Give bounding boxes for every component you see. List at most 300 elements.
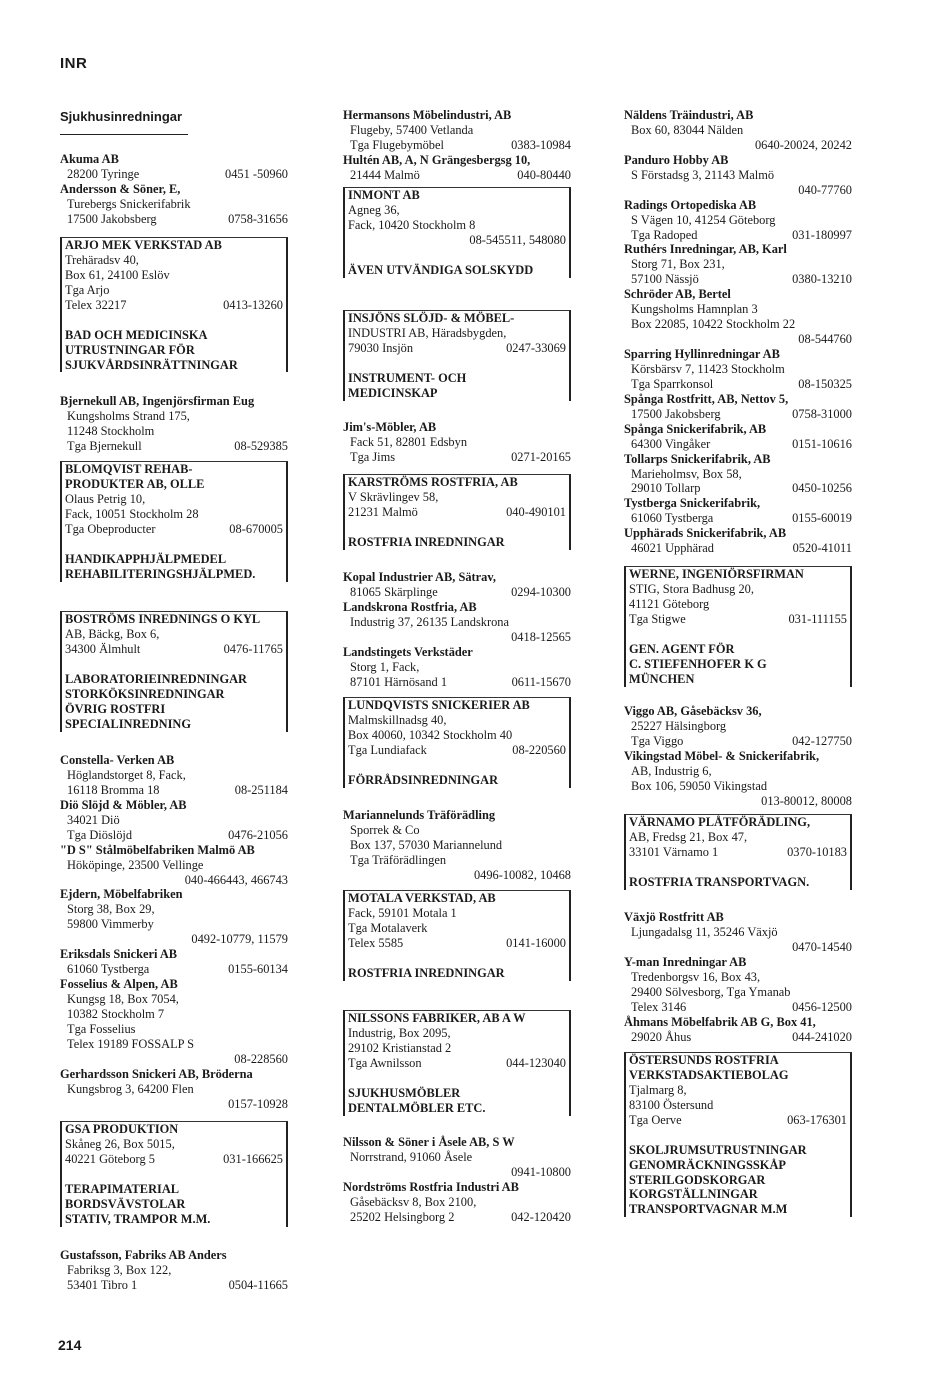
listing-line: Storg 38, Box 29,: [67, 902, 155, 917]
listing-line: [348, 520, 566, 535]
company-name: Ruthérs Inredningar, AB, Karl: [624, 242, 787, 257]
boxed-listing: [343, 474, 571, 550]
phone-number: 0151-10616: [792, 436, 852, 451]
phone-number: 0451 -50960: [225, 166, 288, 181]
address-text: 79030 Insjön: [348, 340, 414, 355]
company-name: Mariannelunds Träförädling: [343, 808, 496, 822]
company-name: BAD OCH MEDICINSKA: [65, 327, 208, 342]
company-name: Tystberga Snickerifabrik,: [624, 496, 761, 511]
listing-line: Körsbärsv 7, 11423 Stockholm: [631, 361, 785, 376]
phone-number: 0456-12500: [792, 999, 852, 1014]
listing-group: [624, 910, 852, 1044]
listing-line: 10382 Stockholm 7: [67, 1006, 165, 1021]
address-text: 33101 Värnamo 1: [629, 844, 719, 859]
boxed-listing: [60, 1121, 288, 1227]
boxed-listing: [624, 1052, 852, 1217]
address-phone-line: [629, 612, 847, 627]
address-text: 17500 Jakobsberg: [631, 406, 721, 421]
phone-number: 08-545511, 548080: [469, 232, 566, 247]
company-name: GEN. AGENT FÖR: [629, 641, 735, 656]
address-phone-line: [624, 1030, 852, 1045]
company-name: SJUKHUSMÖBLER: [348, 1085, 461, 1100]
address-phone-line: [60, 783, 288, 798]
listing-line: Flugeby, 57400 Vetlanda: [350, 122, 474, 137]
company-name: ROSTFRIA INREDNINGAR: [348, 534, 505, 549]
company-name: Landskrona Rostfria, AB: [343, 599, 477, 614]
address-phone-line: [624, 734, 852, 749]
phone-number: 0758-31000: [792, 406, 852, 421]
company-name: Ejdern, Möbelfabriken: [60, 887, 183, 902]
address-phone-line: [65, 642, 283, 657]
address-phone-line: [343, 675, 571, 690]
address-text: Tga Radoped: [631, 227, 698, 242]
company-name: Näldens Träindustri, AB: [624, 108, 754, 122]
listing-line: Kungsg 18, Box 7054,: [67, 992, 179, 1006]
listing-line: Storg 1, Fack,: [350, 659, 420, 674]
address-text: Telex 5585: [348, 935, 404, 950]
listing-line: [629, 860, 847, 875]
phone-number: 0492-10779, 11579: [191, 932, 288, 947]
phone-number: 0157-10928: [228, 1096, 288, 1111]
phone-number: 013-80012, 80008: [761, 793, 852, 808]
company-name: REHABILITERINGSHJÄLPMED.: [65, 566, 256, 581]
listing-group: [60, 1248, 288, 1293]
listing-line: Gåsebäcksv 8, Box 2100,: [350, 1194, 477, 1209]
company-name: Tollarps Snickerifabrik, AB: [624, 451, 771, 466]
listing-line: 34021 Diö: [67, 812, 120, 827]
company-name: MÜNCHEN: [629, 671, 695, 686]
phone-number: 040-77760: [798, 182, 852, 197]
listing-line: [348, 248, 566, 263]
listing-group: [343, 570, 571, 690]
listing-line: Turebergs Snickerifabrik: [67, 196, 191, 211]
address-text: 34300 Älmhult: [65, 641, 141, 656]
boxed-listing: [60, 611, 288, 732]
company-name: ÖSTERSUNDS ROSTFRIA: [629, 1053, 779, 1067]
listing-line: 41121 Göteborg: [629, 596, 710, 611]
listing-line: INDUSTRI AB, Häradsbygden,: [348, 325, 507, 340]
address-phone-line: [60, 828, 288, 843]
boxed-listing: [60, 461, 288, 582]
section-title: Sjukhusinredningar: [60, 108, 188, 135]
listing-line: STIG, Stora Badhusg 20,: [629, 581, 754, 596]
company-name: Bjernekull AB, Ingenjörsfirman Eug: [60, 394, 255, 408]
phone-number: 08-529385: [234, 438, 288, 453]
listing-group: [343, 108, 571, 183]
listing-line: 29400 Sölvesborg, Tga Ymanab: [631, 984, 791, 999]
boxed-listing: [60, 237, 288, 372]
phone-number: 0383-10984: [511, 137, 571, 152]
address-phone-line: [348, 1056, 566, 1071]
address-text: Telex 3146: [631, 999, 687, 1014]
phone-number: 0418-12565: [511, 629, 571, 644]
company-name: Sparring Hyllinredningar AB: [624, 347, 780, 361]
phone-number: 063-176301: [787, 1112, 847, 1127]
company-name: Spånga Rostfritt, AB, Nettov 5,: [624, 391, 789, 406]
listing-line: S Förstadsg 3, 21143 Malmö: [631, 167, 775, 182]
address-text: 21444 Malmö: [350, 167, 420, 182]
company-name: SKOLJRUMSUTRUSTNINGAR: [629, 1142, 807, 1157]
listing-line: Box 61, 24100 Eslöv: [65, 267, 170, 282]
company-name: Schröder AB, Bertel: [624, 287, 731, 302]
address-phone-line: [343, 168, 571, 183]
address-text: Tga Oerve: [629, 1112, 682, 1127]
listing-line: Fabriksg 3, Box 122,: [67, 1262, 172, 1277]
address-text: 64300 Vingåker: [631, 436, 711, 451]
company-name: Y-man Inredningar AB: [624, 954, 747, 969]
company-name: Nordströms Rostfria Industri AB: [343, 1179, 519, 1194]
listing-line: Kungsholms Hamnplan 3: [631, 302, 758, 317]
phone-number: 0370-10183: [787, 844, 847, 859]
listing-line: Ljungadalsg 11, 35246 Växjö: [631, 924, 778, 939]
address-phone-line: [624, 272, 852, 287]
listing-line: Telex 19189 FOSSALP S: [67, 1036, 195, 1051]
company-name: Fosselius & Alpen, AB: [60, 977, 178, 992]
company-name: Hultén AB, A, N Grängesbergsg 10,: [343, 152, 531, 167]
listing-group: [60, 753, 288, 1112]
phone-number: 0520-41011: [792, 541, 852, 556]
listing-line: Trehäradsv 40,: [65, 252, 139, 267]
page-header: INR: [60, 55, 88, 72]
listing-line: Box 60, 83044 Nälden: [631, 122, 744, 137]
listing-line: Höglandstorget 8, Fack,: [67, 767, 186, 782]
address-text: 57100 Nässjö: [631, 272, 699, 287]
listing-line: Sporrek & Co: [350, 822, 420, 837]
company-name: LABORATORIEINREDNINGAR: [65, 671, 247, 686]
company-name: Nilsson & Söner i Åsele AB, S W: [343, 1135, 515, 1149]
company-name: Panduro Hobby AB: [624, 152, 729, 167]
address-phone-line: [624, 437, 852, 452]
address-text: 29010 Tollarp: [631, 481, 701, 496]
company-name: Gerhardsson Snickeri AB, Bröderna: [60, 1066, 253, 1081]
phone-number: 0496-10082, 10468: [473, 867, 571, 882]
boxed-listing: [343, 697, 571, 788]
phone-number: 031-111155: [788, 611, 847, 626]
listing-line: Norrstrand, 91060 Åsele: [350, 1149, 473, 1164]
listing-line: Tga Fosselius: [67, 1021, 136, 1036]
company-name: GSA PRODUKTION: [65, 1122, 179, 1136]
address-phone-line: [60, 212, 288, 227]
listing-line: Marieholmsv, Box 58,: [631, 466, 742, 481]
listing-line: 59800 Vimmerby: [67, 917, 154, 932]
listing-line: S Vägen 10, 41254 Göteborg: [631, 212, 776, 227]
listing-line: [65, 657, 283, 672]
address-text: 28200 Tyringe: [67, 166, 140, 181]
company-name: LUNDQVISTS SNICKERIER AB: [348, 698, 530, 712]
phone-number: 08-220560: [512, 742, 566, 757]
company-name: C. STIEFENHOFER K G: [629, 656, 767, 671]
phone-number: 044-241020: [792, 1029, 852, 1044]
address-phone-line: [348, 505, 566, 520]
company-name: Kopal Industrier AB, Sätrav,: [343, 570, 496, 584]
listing-line: AB, Fredsg 21, Box 47,: [629, 829, 748, 844]
phone-number: 042-120420: [511, 1209, 571, 1224]
phone-number: 0941-10800: [511, 1164, 571, 1179]
listing-group: [624, 704, 852, 809]
company-name: BORDSVÄVSTOLAR: [65, 1196, 186, 1211]
listing-line: Tga Träförädlingen: [350, 852, 447, 867]
company-name: FÖRRÅDSINREDNINGAR: [348, 772, 499, 787]
address-phone-line: [60, 962, 288, 977]
address-text: Tga Obeproducter: [65, 521, 156, 536]
address-text: Tga Lundiafack: [348, 742, 427, 757]
address-phone-line: [348, 743, 566, 758]
boxed-listing: [343, 187, 571, 278]
phone-number: 0155-60134: [228, 962, 288, 977]
address-text: 21231 Malmö: [348, 504, 418, 519]
address-text: 53401 Tibro 1: [67, 1277, 138, 1292]
phone-number: 040-490101: [506, 504, 566, 519]
company-name: Constella- Verken AB: [60, 753, 175, 767]
company-name: BLOMQVIST REHAB-: [65, 462, 193, 476]
address-phone-line: [343, 138, 571, 153]
listing-line: Tredenborgsv 16, Box 43,: [631, 969, 761, 984]
company-name: WERNE, INGENIÖRSFIRMAN: [629, 567, 804, 581]
phone-number: 031-180997: [792, 227, 852, 242]
company-name: VERKSTADSAKTIEBOLAG: [629, 1067, 789, 1082]
company-name: SJUKVÅRDSINRÄTTNINGAR: [65, 357, 238, 372]
phone-number: 08-251184: [234, 782, 288, 797]
listing-line: V Skrävlingev 58,: [348, 489, 439, 504]
address-phone-line: [629, 845, 847, 860]
company-name: SPECIALINREDNING: [65, 716, 191, 731]
address-text: 81065 Skärplinge: [350, 584, 438, 599]
phone-number: 0611-15670: [511, 674, 571, 689]
phone-number: 08-544760: [798, 332, 852, 347]
address-text: Tga Diöslöjd: [67, 827, 133, 842]
boxed-listing: [343, 310, 571, 401]
listing-line: Storg 71, Box 231,: [631, 257, 725, 272]
listing-group: [343, 808, 571, 883]
address-phone-line: [60, 439, 288, 454]
company-name: INSTRUMENT- OCH: [348, 370, 467, 385]
address-text: 87101 Härnösand 1: [350, 674, 448, 689]
address-text: Tga Jims: [350, 449, 396, 464]
listing-line: Industrig, Box 2095,: [348, 1025, 451, 1040]
listing-line: [629, 1128, 847, 1143]
listing-line: Fack, 59101 Motala 1: [348, 905, 457, 920]
listing-group: [624, 108, 852, 556]
address-phone-line: [65, 522, 283, 537]
address-phone-line: [624, 481, 852, 496]
phone-number: 044-123040: [506, 1055, 566, 1070]
company-name: ROSTFRIA TRANSPORTVAGN.: [629, 874, 810, 889]
boxed-listing: [343, 1010, 571, 1116]
listing-line: 11248 Stockholm: [67, 423, 155, 438]
company-name: MEDICINSKAP: [348, 385, 438, 400]
listing-line: AB, Bäckg, Box 6,: [65, 626, 160, 641]
listing-group: [60, 152, 288, 227]
company-name: KARSTRÖMS ROSTFRIA, AB: [348, 475, 518, 489]
address-text: 29020 Åhus: [631, 1029, 692, 1044]
listing-line: [65, 1167, 283, 1182]
company-name: BOSTRÖMS INREDNINGS O KYL: [65, 612, 261, 626]
boxed-listing: [343, 890, 571, 981]
phone-number: 0413-13260: [223, 297, 283, 312]
phone-number: 08-150325: [798, 376, 852, 391]
listing-group: [343, 1135, 571, 1225]
company-name: GENOMRÄCKNINGSSKÅP: [629, 1157, 786, 1172]
listing-line: Skåneg 26, Box 5015,: [65, 1136, 175, 1151]
phone-number: 08-228560: [234, 1051, 288, 1066]
listing-line: Tjalmarg 8,: [629, 1082, 687, 1097]
listing-line: [348, 1071, 566, 1086]
company-name: MOTALA VERKSTAD, AB: [348, 891, 496, 905]
company-name: Viggo AB, Gåsebäcksv 36,: [624, 704, 762, 718]
listing-line: [65, 537, 283, 552]
company-name: Landstingets Verkstäder: [343, 644, 473, 659]
address-phone-line: [60, 167, 288, 182]
company-name: Akuma AB: [60, 152, 119, 166]
company-name: Andersson & Söner, E,: [60, 181, 181, 196]
address-text: 61060 Tystberga: [631, 511, 714, 526]
address-phone-line: [65, 1152, 283, 1167]
phone-number: 042-127750: [792, 733, 852, 748]
company-name: NILSSONS FABRIKER, AB A W: [348, 1011, 526, 1025]
phone-number: 0271-20165: [511, 449, 571, 464]
company-name: Gustafsson, Fabriks AB Anders: [60, 1248, 227, 1262]
company-name: INSJÖNS SLÖJD- & MÖBEL-: [348, 311, 515, 325]
company-name: VÄRNAMO PLÅTFÖRÄDLING,: [629, 815, 811, 829]
company-name: Radings Ortopediska AB: [624, 197, 757, 212]
company-name: STERILGODSKORGAR: [629, 1172, 766, 1187]
company-name: Vikingstad Möbel- & Snickerifabrik,: [624, 748, 820, 763]
phone-number: 040-466443, 466743: [184, 872, 288, 887]
company-name: Växjö Rostfritt AB: [624, 910, 724, 924]
company-name: STORKÖKSINREDNINGAR: [65, 686, 225, 701]
address-phone-line: [65, 298, 283, 313]
phone-number: 0450-10256: [792, 481, 852, 496]
listing-line: [629, 627, 847, 642]
listing-group: [343, 420, 571, 465]
listing-line: Olaus Petrig 10,: [65, 491, 146, 506]
listing-line: AB, Industrig 6,: [631, 763, 712, 778]
company-name: STATIV, TRAMPOR M.M.: [65, 1211, 211, 1226]
company-name: Spånga Snickerifabrik, AB: [624, 421, 767, 436]
phone-number: 0247-33069: [506, 340, 566, 355]
phone-number: 08-670005: [229, 521, 283, 536]
address-text: Tga Flugebymöbel: [350, 137, 444, 152]
section-title-block: [60, 108, 288, 135]
listing-line: Box 106, 59050 Vikingstad: [631, 778, 768, 793]
listing-line: Fack, 10051 Stockholm 28: [65, 506, 199, 521]
address-phone-line: [624, 541, 852, 556]
company-name: ROSTFRIA INREDNINGAR: [348, 965, 505, 980]
listing-line: Industrig 37, 26135 Landskrona: [350, 614, 509, 629]
listing-line: Hököpinge, 23500 Vellinge: [67, 857, 204, 872]
phone-number: 0141-16000: [506, 935, 566, 950]
listing-line: Kungsbrog 3, 64200 Flen: [67, 1081, 194, 1096]
phone-number: 040-80440: [517, 167, 571, 182]
phone-number: 0758-31656: [228, 211, 288, 226]
address-text: 61060 Tystberga: [67, 962, 150, 977]
address-phone-line: [348, 341, 566, 356]
address-phone-line: [343, 450, 571, 465]
company-name: ÄVEN UTVÄNDIGA SOLSKYDD: [348, 262, 534, 277]
address-text: 17500 Jakobsberg: [67, 211, 157, 226]
address-text: Tga Stigwe: [629, 611, 686, 626]
company-name: "D S" Stålmöbelfabriken Malmö AB: [60, 842, 255, 857]
company-name: DENTALMÖBLER ETC.: [348, 1100, 486, 1115]
company-name: UTRUSTNINGAR FÖR: [65, 342, 195, 357]
address-phone-line: [343, 585, 571, 600]
phone-number: 0640-20024, 20242: [754, 137, 852, 152]
address-phone-line: [624, 511, 852, 526]
address-text: Tga Bjernekull: [67, 438, 142, 453]
listing-line: Box 137, 57030 Mariannelund: [350, 837, 503, 852]
listing-line: [348, 951, 566, 966]
address-phone-line: [629, 1113, 847, 1128]
company-name: Åhmans Möbelfabrik AB G, Box 41,: [624, 1014, 816, 1029]
boxed-listing: [624, 566, 852, 687]
company-name: KORGSTÄLLNINGAR: [629, 1187, 758, 1202]
phone-number: 0380-13210: [792, 272, 852, 287]
listing-line: 29102 Kristianstad 2: [348, 1040, 452, 1055]
phone-number: 0470-14540: [792, 939, 852, 954]
company-name: Eriksdals Snickeri AB: [60, 947, 178, 962]
listing-line: Fack 51, 82801 Edsbyn: [350, 434, 468, 449]
address-phone-line: [343, 1210, 571, 1225]
company-name: Jim's-Möbler, AB: [343, 420, 437, 434]
company-name: Upphärads Snickerifabrik, AB: [624, 526, 787, 541]
address-text: 25202 Helsingborg 2: [350, 1209, 455, 1224]
address-phone-line: [624, 1000, 852, 1015]
address-text: 46021 Upphärad: [631, 541, 714, 556]
company-name: INMONT AB: [348, 188, 420, 202]
boxed-listing: [624, 814, 852, 890]
listing-line: Box 40060, 10342 Stockholm 40: [348, 727, 513, 742]
listing-group: [60, 394, 288, 454]
phone-number: 031-166625: [223, 1151, 283, 1166]
company-name: ÖVRIG ROSTFRI: [65, 701, 166, 716]
address-text: Tga Sparrkonsol: [631, 376, 714, 391]
company-name: ARJO MEK VERKSTAD AB: [65, 238, 222, 252]
company-name: PRODUKTER AB, OLLE: [65, 476, 205, 491]
address-phone-line: [60, 1278, 288, 1293]
address-text: Tga Awnilsson: [348, 1055, 422, 1070]
listing-line: Box 22085, 10422 Stockholm 22: [631, 317, 796, 332]
phone-number: 0294-10300: [511, 584, 571, 599]
listing-line: Kungsholms Strand 175,: [67, 408, 190, 423]
listing-line: [65, 313, 283, 328]
phone-number: 0476-21056: [228, 827, 288, 842]
address-phone-line: [348, 936, 566, 951]
address-phone-line: [624, 228, 852, 243]
listing-line: Tga Arjo: [65, 282, 110, 297]
listing-line: [348, 758, 566, 773]
address-phone-line: [624, 407, 852, 422]
phone-number: 0504-11665: [228, 1277, 288, 1292]
address-text: 16118 Bromma 18: [67, 782, 160, 797]
company-name: HANDIKAPPHJÄLPMEDEL: [65, 551, 227, 566]
company-name: TERAPIMATERIAL: [65, 1181, 180, 1196]
address-text: Telex 32217: [65, 297, 127, 312]
company-name: Hermansons Möbelindustri, AB: [343, 108, 512, 122]
listing-line: Malmskillnadsg 40,: [348, 712, 447, 727]
page-number: 214: [58, 1337, 82, 1353]
listing-line: 25227 Hälsingborg: [631, 718, 727, 733]
company-name: Diö Slöjd & Möbler, AB: [60, 797, 187, 812]
listing-line: Agneg 36,: [348, 202, 400, 217]
phone-number: 0155-60019: [792, 511, 852, 526]
phone-number: 0476-11765: [223, 641, 283, 656]
address-phone-line: [624, 377, 852, 392]
listing-line: Fack, 10420 Stockholm 8: [348, 217, 476, 232]
address-text: Tga Viggo: [631, 733, 684, 748]
listing-line: Tga Motalaverk: [348, 920, 428, 935]
listing-line: 83100 Östersund: [629, 1097, 714, 1112]
company-name: TRANSPORTVAGNAR M.M: [629, 1202, 788, 1217]
